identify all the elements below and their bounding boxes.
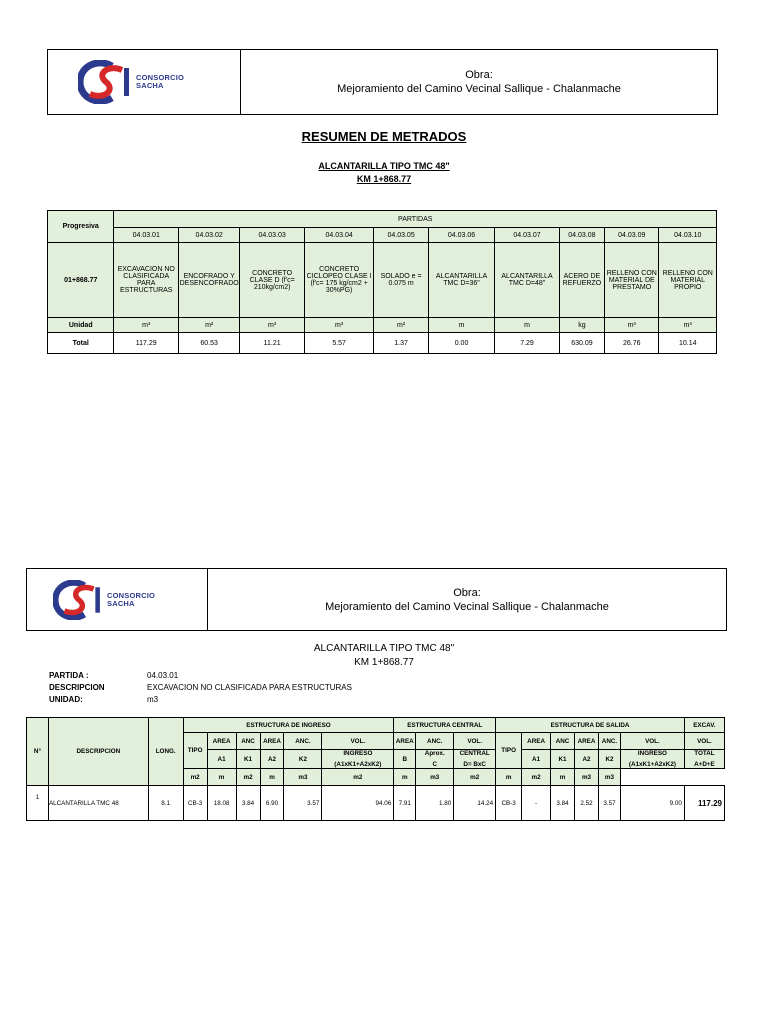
col-tipo: TIPO [183, 733, 207, 769]
unidad-value: m3 [147, 695, 159, 704]
col-anc: ANC. [416, 733, 454, 750]
company-name-line2: SACHA [107, 598, 135, 608]
unit-cell: kg [559, 318, 604, 333]
total-label: Total [48, 333, 114, 354]
unidad-label: Unidad [48, 318, 114, 333]
partida-desc: RELLENO CON MATERIAL DE PRESTAMO [605, 243, 659, 318]
col-n: N° [27, 718, 49, 786]
obra-name: Mejoramiento del Camino Vecinal Sallique - Chalanmache [325, 600, 609, 613]
row-out-k1: 3.84 [551, 786, 575, 821]
row-in-k1: 3.84 [236, 786, 260, 821]
total-cell: 10.14 [659, 333, 717, 354]
total-cell: 117.29 [114, 333, 178, 354]
row-in-a2: 6.90 [260, 786, 284, 821]
sub-aprox: Aprox. [424, 750, 445, 757]
row-in-vol: 94.06 [322, 786, 394, 821]
partida-code: 04.03.09 [605, 228, 659, 243]
partida-code: 04.03.01 [114, 228, 178, 243]
company-logo-icon [78, 60, 134, 104]
unit-m3: m3 [575, 769, 599, 786]
partida-desc: ENCOFRADO Y DESENCOFRADO [178, 243, 239, 318]
col-vol: VOL. [454, 733, 496, 750]
row-out-vol: 9.00 [620, 786, 684, 821]
obra-name: Mejoramiento del Camino Vecinal Sallique - Chalanmache [337, 83, 621, 95]
group-ingreso: ESTRUCTURA DE INGRESO [183, 718, 394, 733]
sub-central-label: CENTRAL [459, 750, 490, 757]
sub-central [454, 750, 496, 769]
unit-m3: m3 [598, 769, 620, 786]
unit-m2: m2 [322, 769, 394, 786]
partida-desc: RELLENO CON MATERIAL PROPIO [659, 243, 717, 318]
col-tipo: TIPO [496, 733, 522, 769]
detail-table [26, 717, 725, 821]
company-logo [53, 580, 155, 620]
col-area: AREA [260, 733, 284, 750]
total-cell: 5.57 [304, 333, 374, 354]
table-row [27, 786, 725, 821]
partida-desc: ALCANTARILLA TMC D=48" [495, 243, 559, 318]
partida-label: PARTIDA : [49, 671, 89, 680]
header-progresiva: Progresiva [48, 211, 114, 243]
col-area: AREA [522, 733, 551, 750]
unit-m2: m2 [522, 769, 551, 786]
header-partidas: PARTIDAS [114, 211, 717, 228]
col-anc: ANC. [598, 733, 620, 750]
total-cell: 0.00 [428, 333, 494, 354]
sub-ingreso-label: INGRESO [343, 750, 373, 757]
col-anc: ANC. [284, 733, 322, 750]
company-logo-icon [53, 580, 105, 620]
sub-ingreso [322, 750, 394, 769]
unit-m2: m2 [454, 769, 496, 786]
summary-subtitle-2: KM 1+868.77 [356, 174, 412, 184]
summary-title: RESUMEN DE METRADOS [301, 129, 467, 144]
company-name-line1: CONSORCIO [107, 590, 156, 600]
unit-cell: m² [374, 318, 428, 333]
col-area: AREA [575, 733, 599, 750]
unit-cell: m³ [304, 318, 374, 333]
obra-label: Obra: [465, 69, 493, 81]
sub-a1: A1 [207, 750, 236, 769]
unit-m: m [394, 769, 416, 786]
obra-label: Obra: [453, 586, 481, 599]
header-box-1 [47, 49, 718, 115]
unit-cell: m [428, 318, 494, 333]
row-in-tipo: CB-3 [183, 786, 207, 821]
group-salida: ESTRUCTURA DE SALIDA [496, 718, 685, 733]
row-in-k2: 3.57 [284, 786, 322, 821]
partida-code: 04.03.08 [559, 228, 604, 243]
group-excav: EXCAV. [684, 718, 724, 733]
col-anc: ANC [236, 733, 260, 750]
sub-total-label: TOTAL [694, 750, 715, 757]
unit-m3: m3 [284, 769, 322, 786]
partida-code: 04.03.04 [304, 228, 374, 243]
sub-central-formula: D= BxC [463, 761, 486, 768]
col-vol: VOL. [620, 733, 684, 750]
sub-k2: K2 [598, 750, 620, 769]
partida-code: 04.03.03 [240, 228, 304, 243]
logo-area [48, 50, 241, 114]
sub-total-formula: A+D+E [694, 761, 715, 768]
unit-m3: m3 [416, 769, 454, 786]
total-cell: 1.37 [374, 333, 428, 354]
partida-code: 04.03.10 [659, 228, 717, 243]
company-name-line2: SACHA [136, 81, 164, 90]
row-out-k2: 3.57 [598, 786, 620, 821]
row-n: 1 [27, 786, 49, 821]
company-logo [78, 60, 184, 104]
unit-m: m [207, 769, 236, 786]
sub-k1: K1 [236, 750, 260, 769]
partida-code: 04.03.02 [178, 228, 239, 243]
row-out-tipo: CB-3 [496, 786, 522, 821]
partida-desc: ACERO DE REFUERZO [559, 243, 604, 318]
descripcion-value: EXCAVACION NO CLASIFICADA PARA ESTRUCTURAS [147, 683, 352, 692]
row-long: 8.1 [148, 786, 183, 821]
partida-desc: CONCRETO CICLOPEO CLASE I (f'c= 175 kg/cm2 + 30%PG) [304, 243, 374, 318]
summary-table [47, 210, 717, 354]
unit-m2: m2 [183, 769, 207, 786]
partida-desc: EXCAVACION NO CLASIFICADA PARA ESTRUCTURAS [114, 243, 178, 318]
group-central: ESTRUCTURA CENTRAL [394, 718, 496, 733]
detail-subtitle-1: ALCANTARILLA TIPO TMC 48" [313, 643, 455, 654]
sub-k2: K2 [284, 750, 322, 769]
partida-desc: SOLADO e = 0.075 m [374, 243, 428, 318]
unit-cell: m³ [605, 318, 659, 333]
sub-ingreso [620, 750, 684, 769]
sub-c [416, 750, 454, 769]
sub-a1: A1 [522, 750, 551, 769]
row-c-c: 1.80 [416, 786, 454, 821]
sub-b: B [394, 750, 416, 769]
total-cell: 630.09 [559, 333, 604, 354]
col-vol: VOL. [684, 733, 724, 750]
summary-subtitle-1: ALCANTARILLA TIPO TMC 48" [318, 161, 450, 171]
row-total: 117.29 [684, 786, 724, 821]
sub-a2: A2 [575, 750, 599, 769]
col-descripcion: DESCRIPCION [48, 718, 148, 786]
sub-k1: K1 [551, 750, 575, 769]
row-c-vol: 14.24 [454, 786, 496, 821]
row-descripcion: ALCANTARILLA TMC 48 [48, 786, 148, 821]
unit-cell: m³ [114, 318, 178, 333]
unit-cell: m³ [240, 318, 304, 333]
unit-m: m [260, 769, 284, 786]
sub-total [684, 750, 724, 769]
unit-m: m [551, 769, 575, 786]
row-c-b: 7.91 [394, 786, 416, 821]
col-area: AREA [207, 733, 236, 750]
partida-code: 04.03.05 [374, 228, 428, 243]
col-long: LONG. [148, 718, 183, 786]
sub-salida-label: INGRESO [637, 750, 667, 757]
logo-area [27, 569, 208, 630]
obra-block [208, 569, 726, 630]
descripcion-label: DESCRIPCION [49, 683, 105, 692]
partida-code: 04.03.06 [428, 228, 494, 243]
unit-cell: m [495, 318, 559, 333]
partida-value: 04.03.01 [147, 671, 179, 680]
partida-desc: ALCANTARILLA TMC D=36" [428, 243, 494, 318]
partida-code: 04.03.07 [495, 228, 559, 243]
sub-salida-formula: (A1xK1+A2xK2) [628, 761, 676, 768]
total-cell: 26.76 [605, 333, 659, 354]
company-name-line1: CONSORCIO [136, 73, 185, 82]
sub-c-label: C [432, 761, 438, 768]
unit-m: m [496, 769, 522, 786]
header-box-2 [26, 568, 727, 631]
total-cell: 7.29 [495, 333, 559, 354]
unidad-label: UNIDAD: [49, 695, 83, 704]
sub-ingreso-formula: (A1xK1+A2xK2) [334, 761, 382, 768]
partida-desc: CONCRETO CLASE D (f'c= 210kg/cm2) [240, 243, 304, 318]
unit-cell: m³ [659, 318, 717, 333]
row-out-a1: - [522, 786, 551, 821]
unit-cell: m² [178, 318, 239, 333]
sub-a2: A2 [260, 750, 284, 769]
col-area: AREA [394, 733, 416, 750]
col-vol: VOL. [322, 733, 394, 750]
progresiva-value: 01+868.77 [48, 243, 114, 318]
row-in-a1: 18.08 [207, 786, 236, 821]
total-cell: 11.21 [240, 333, 304, 354]
unit-m2: m2 [236, 769, 260, 786]
total-cell: 60.53 [178, 333, 239, 354]
obra-block [241, 50, 717, 114]
row-out-a2: 2.52 [575, 786, 599, 821]
detail-info [49, 670, 352, 706]
col-anc: ANC [551, 733, 575, 750]
detail-subtitle-2: KM 1+868.77 [354, 657, 414, 668]
